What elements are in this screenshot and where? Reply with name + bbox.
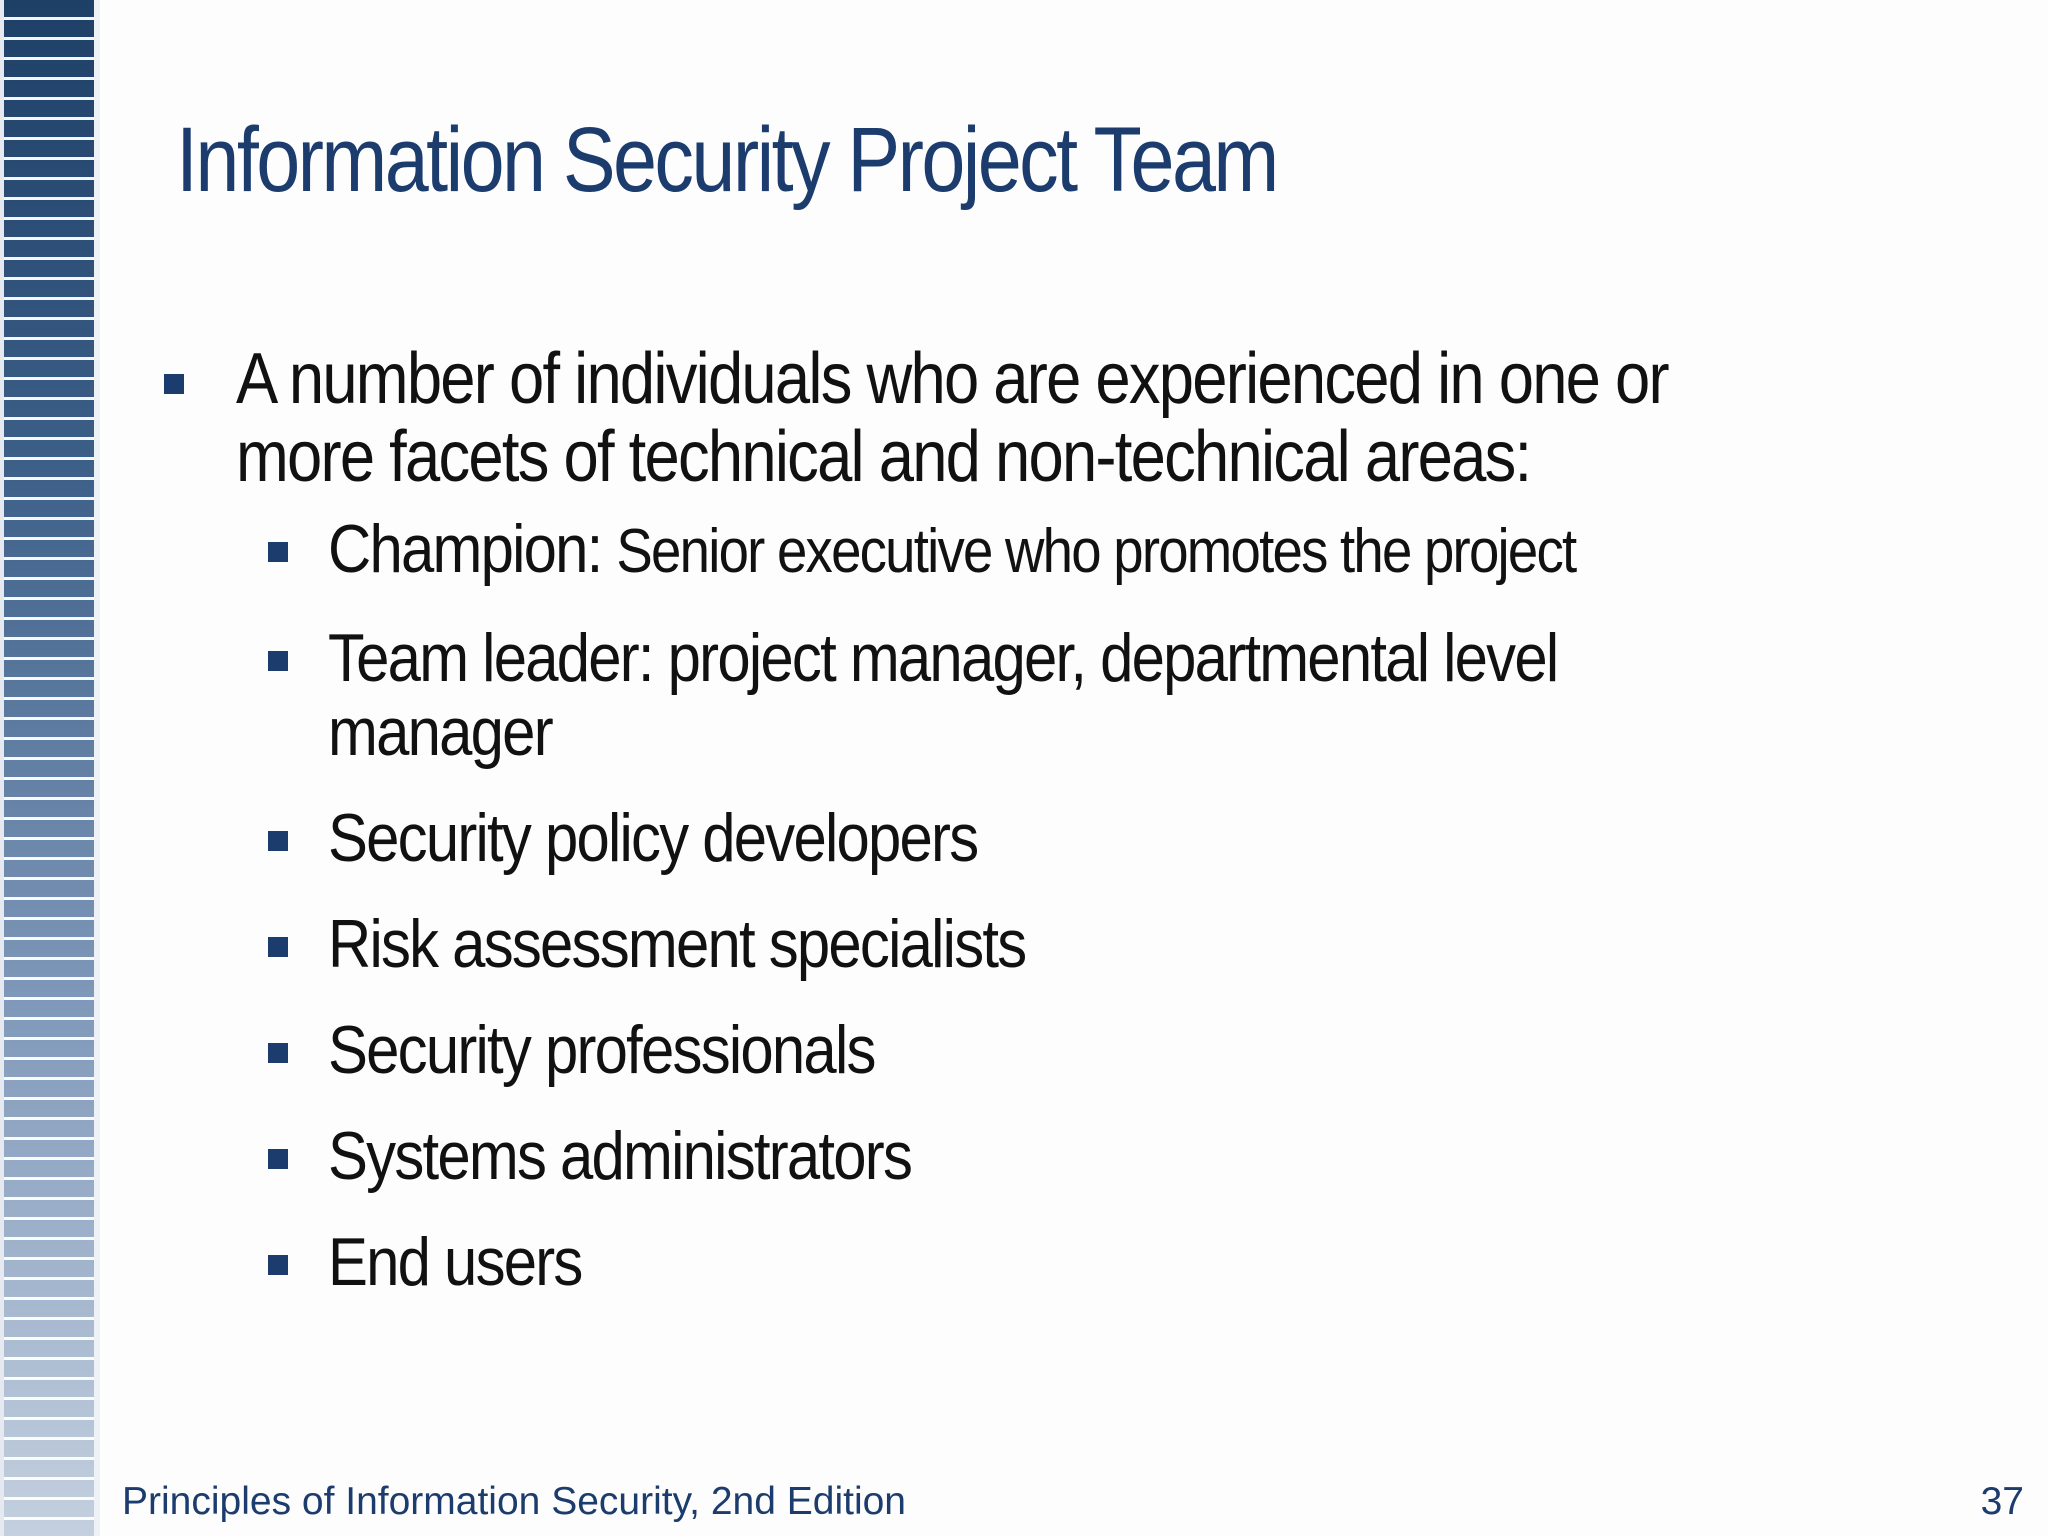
main-bullet-line-2: more facets of technical and non-technical areas:: [236, 417, 1531, 497]
team-leader-line-2: manager: [328, 694, 552, 770]
systems-administrators-text: Systems administrators: [328, 1118, 912, 1194]
decorative-stripe-bar: [0, 0, 100, 1536]
main-bullet-line-1: A number of individuals who are experienced in one or: [236, 339, 1668, 419]
champion-line: [328, 512, 1575, 589]
sub-bullet-end-users: [160, 1225, 2000, 1299]
square-bullet-icon: [268, 651, 288, 671]
sub-bullet-team-leader: [160, 621, 2000, 769]
stripe-lines: [4, 0, 94, 1536]
sub-bullet-security-professionals: [160, 1013, 2000, 1087]
square-bullet-icon: [268, 1255, 288, 1275]
sub-bullet-systems-administrators: [160, 1119, 2000, 1193]
risk-specialists-text: Risk assessment specialists: [328, 906, 1026, 982]
slide-footer: Principles of Information Security, 2nd Edition: [122, 1480, 906, 1523]
main-bullet-item: [160, 340, 2000, 496]
square-bullet-icon: [164, 374, 184, 394]
policy-developers-text: Security policy developers: [328, 800, 978, 876]
slide-body: [160, 340, 2000, 1331]
security-professionals-text: Security professionals: [328, 1012, 875, 1088]
team-leader-line-1: Team leader: project manager, departmental level: [328, 620, 1558, 696]
square-bullet-icon: [268, 937, 288, 957]
sub-bullet-champion: [160, 512, 2000, 589]
sub-bullet-policy-developers: [160, 801, 2000, 875]
square-bullet-icon: [268, 1043, 288, 1063]
champion-label: Champion:: [328, 511, 617, 587]
square-bullet-icon: [268, 1149, 288, 1169]
square-bullet-icon: [268, 831, 288, 851]
sub-bullet-risk-specialists: [160, 907, 2000, 981]
champion-description: Senior executive who promotes the project: [616, 517, 1576, 586]
page-number: 37: [1980, 1480, 2024, 1523]
square-bullet-icon: [268, 542, 288, 562]
slide-title: Information Security Project Team: [176, 109, 1277, 211]
end-users-text: End users: [328, 1224, 582, 1300]
stripe-edge: [94, 0, 100, 1536]
